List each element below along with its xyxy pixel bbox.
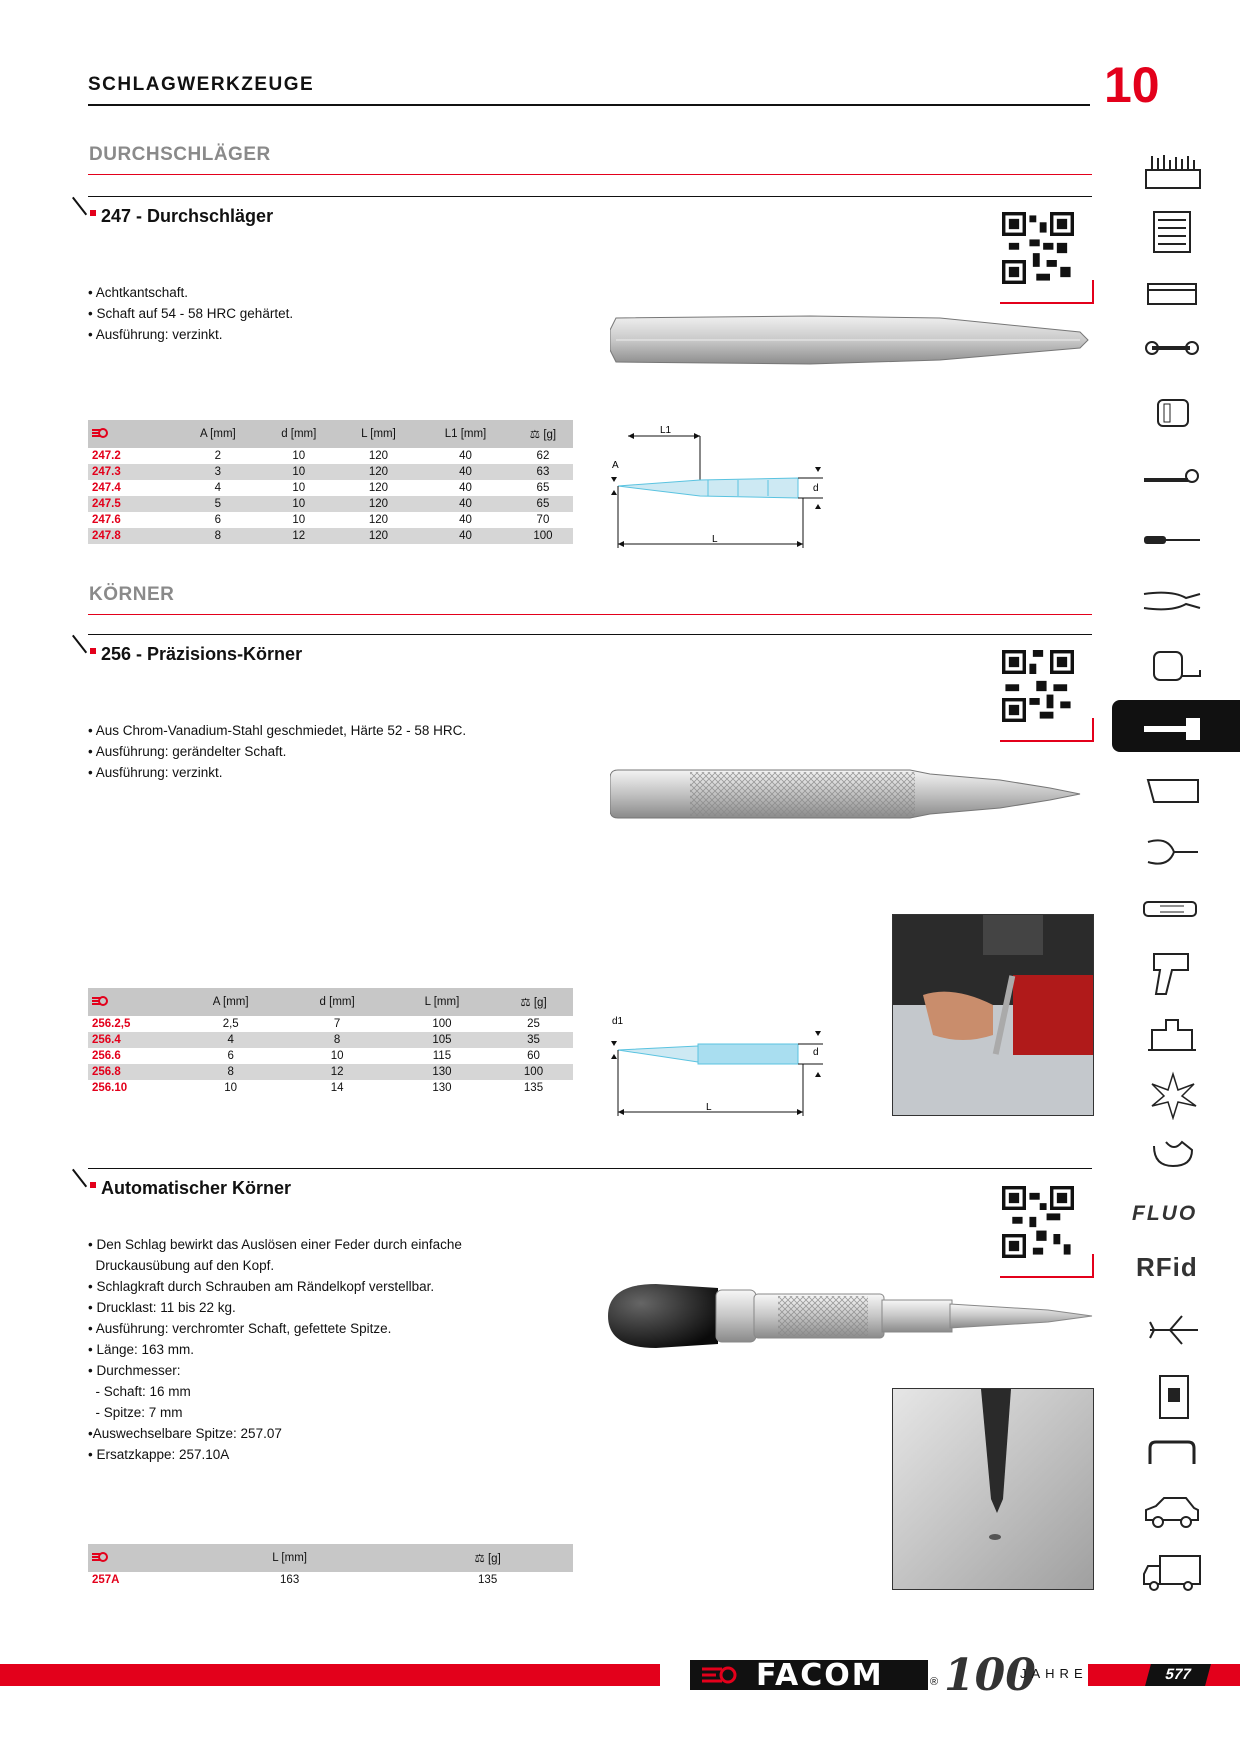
registered-mark: ®: [930, 1676, 939, 1688]
scale-icon: ⚖: [529, 429, 544, 441]
table-row: 256.6 6 10 115 60: [92, 1050, 540, 1062]
column-header: L [mm]: [339, 420, 418, 448]
article-number-icon: [88, 1544, 177, 1572]
photo-illustration: [893, 915, 1093, 1115]
table-row: 256.8 8 12 130 100: [88, 1064, 573, 1080]
product-247-features: [88, 282, 293, 345]
feature-item: • Länge: 163 mm.: [88, 1342, 195, 1357]
spark-icon[interactable]: [1148, 1070, 1198, 1120]
feature-item: • Ausführung: verzinkt.: [88, 765, 223, 780]
product-marker-slash: [72, 197, 87, 216]
car-icon[interactable]: [1142, 1492, 1202, 1530]
truck-icon[interactable]: [1140, 1552, 1204, 1594]
hacksaw-icon[interactable]: [1144, 774, 1202, 808]
product-marker: [90, 1182, 96, 1188]
section-title-koerner: KÖRNER: [89, 584, 175, 605]
dim-label-d: d: [813, 1047, 819, 1058]
section-rule: [88, 614, 1092, 615]
wrench-icon[interactable]: [1144, 336, 1200, 360]
qr-bracket: [1000, 718, 1094, 742]
dim-label-l: L: [706, 1102, 712, 1113]
table-row: 256.2,5 2,5 7 100 25: [92, 1018, 540, 1030]
feature-item: • Drucklast: 11 bis 22 kg.: [88, 1300, 236, 1315]
dimension-diagram-247: [608, 420, 838, 550]
table-row: 257A 163 135: [92, 1574, 498, 1586]
product-title-247: 247 - Durchschläger: [101, 206, 274, 226]
feature-item: • Ersatzkappe: 257.10A: [88, 1447, 230, 1462]
puller-icon[interactable]: [1144, 834, 1202, 870]
tool-set-icon[interactable]: [1144, 152, 1202, 192]
feature-item: • Schlagkraft durch Schrauben am Rändelkopf verstellbar.: [88, 1279, 435, 1294]
product-rule: [88, 1168, 1092, 1169]
table-247: [88, 420, 573, 544]
chapter-number: 10: [1104, 57, 1160, 113]
column-header: d [mm]: [284, 988, 389, 1016]
qr-code-automatic[interactable]: [1002, 1186, 1074, 1258]
footer-bar: [0, 1664, 660, 1686]
weight-column-header: ⚖ [g]: [494, 988, 573, 1016]
table-row: 247.5 5 10 120 40 65: [88, 496, 573, 512]
product-marker-slash: [72, 635, 87, 654]
column-header: L [mm]: [390, 988, 494, 1016]
table-row: 256.4 4 8 105 35: [88, 1032, 573, 1048]
page-header-title: SCHLAGWERKZEUGE: [88, 74, 315, 95]
section-rule: [88, 174, 1092, 175]
praezisions-koerner-image: [610, 764, 1090, 824]
rfid-label[interactable]: RFid: [1136, 1252, 1198, 1282]
table-row: 247.3 3 10 120 40 63: [88, 464, 573, 480]
table-row: 247.4 4 10 120 40 65: [92, 482, 550, 494]
column-header: L1 [mm]: [418, 420, 513, 448]
chapter-sidebar: [1110, 140, 1240, 1640]
torque-wrench-icon[interactable]: [1140, 896, 1204, 922]
feature-item: • Ausführung: verchromter Schaft, gefettete Spitze.: [88, 1321, 392, 1336]
lanyard-icon[interactable]: [1148, 1132, 1198, 1172]
qr-code-256[interactable]: [1002, 650, 1074, 722]
qr-code-247[interactable]: [1002, 212, 1074, 284]
table-row: 247.8 8 12 120 40 100: [88, 528, 573, 544]
table-row: 247.2 2 10 120 40 62: [92, 450, 550, 462]
feature-item: • Ausführung: gerändelter Schaft.: [88, 744, 287, 759]
feature-item: • Aus Chrom-Vanadium-Stahl geschmiedet, Härte 52 - 58 HRC.: [88, 723, 467, 738]
product-rule: [88, 634, 1092, 635]
table-row: 247.6 6 10 120 40 70: [92, 514, 550, 526]
tool-cabinet-icon[interactable]: [1150, 210, 1194, 256]
header-rule: [88, 104, 1090, 106]
weight-column-header: ⚖ [g]: [402, 1544, 573, 1572]
airplane-icon[interactable]: [1146, 1312, 1202, 1348]
dim-label-a: A: [612, 460, 619, 471]
ratchet-icon[interactable]: [1142, 466, 1202, 490]
socket-icon[interactable]: [1154, 396, 1192, 430]
jahre-label: JAHRE: [1020, 1666, 1088, 1681]
dim-label-d1: d1: [612, 1016, 624, 1027]
dim-label-l: L: [712, 534, 718, 545]
article-number-icon: [88, 988, 177, 1016]
qr-bracket: [1000, 1254, 1094, 1278]
dim-label-d: d: [813, 483, 819, 494]
product-marker: [90, 210, 96, 216]
impact-wrench-icon[interactable]: [1148, 948, 1198, 998]
vise-icon[interactable]: [1144, 1010, 1200, 1054]
hammer-icon[interactable]: [1142, 714, 1206, 744]
scale-icon: ⚖: [474, 1553, 488, 1565]
qr-bracket: [1000, 280, 1094, 304]
facom-brand: FACOM: [756, 1658, 884, 1693]
usage-photo-koerner: [892, 914, 1094, 1116]
product-title-256: 256 - Präzisions-Körner: [101, 644, 303, 664]
column-header: d [mm]: [259, 420, 339, 448]
weight-column-header: ⚖ [g]: [513, 420, 573, 448]
pliers-icon[interactable]: [1142, 586, 1202, 616]
feature-item: • Durchmesser:: [88, 1363, 181, 1378]
photo-illustration: [893, 1389, 1093, 1589]
feature-item: • Achtkantschaft.: [88, 285, 189, 300]
feature-item: • Schaft auf 54 - 58 HRC gehärtet.: [88, 306, 294, 321]
product-256-features: [88, 720, 466, 783]
column-header: A [mm]: [177, 420, 259, 448]
screwdriver-icon[interactable]: [1142, 530, 1202, 550]
handle-icon[interactable]: [1144, 1438, 1200, 1468]
table-257A: [88, 1544, 573, 1588]
product-title-automatic: Automatischer Körner: [101, 1178, 292, 1198]
feature-item: • Ausführung: verzinkt.: [88, 327, 223, 342]
feature-item: - Schaft: 16 mm: [88, 1384, 191, 1399]
dim-label-l1: L1: [660, 425, 672, 436]
dimension-diagram-256: [608, 1010, 838, 1120]
hundred-years-logo: 100: [944, 1650, 1036, 1701]
product-rule: [88, 196, 1092, 197]
usage-photo-automatic: [892, 1388, 1094, 1590]
toolbox-icon[interactable]: [1146, 278, 1198, 308]
feature-item: - Spitze: 7 mm: [88, 1405, 183, 1420]
facom-logo-icon: [700, 1666, 740, 1684]
product-automatic-features: [88, 1234, 462, 1465]
feature-item: • Den Schlag bewirkt das Auslösen einer Feder durch einfache: [88, 1237, 462, 1252]
product-marker-slash: [72, 1169, 87, 1188]
scale-icon: ⚖: [520, 997, 534, 1009]
product-marker: [90, 648, 96, 654]
automatischer-koerner-image: [608, 1276, 1094, 1356]
article-number-icon: [88, 420, 177, 448]
table-256: [88, 988, 573, 1096]
feature-item: Druckausübung auf den Kopf.: [88, 1258, 275, 1273]
table-row: 256.10 10 14 130 135: [92, 1082, 544, 1094]
durchschlaeger-image: [610, 310, 1095, 370]
column-header: L [mm]: [177, 1544, 402, 1572]
electrical-icon[interactable]: [1154, 1370, 1194, 1424]
feature-item: •Auswechselbare Spitze: 257.07: [88, 1426, 282, 1441]
column-header: A [mm]: [177, 988, 284, 1016]
page-number: 577: [1145, 1664, 1211, 1686]
tape-measure-icon[interactable]: [1150, 648, 1204, 684]
section-title-durchschlaeger: DURCHSCHLÄGER: [89, 144, 271, 165]
fluo-label[interactable]: FLUO: [1132, 1202, 1198, 1225]
